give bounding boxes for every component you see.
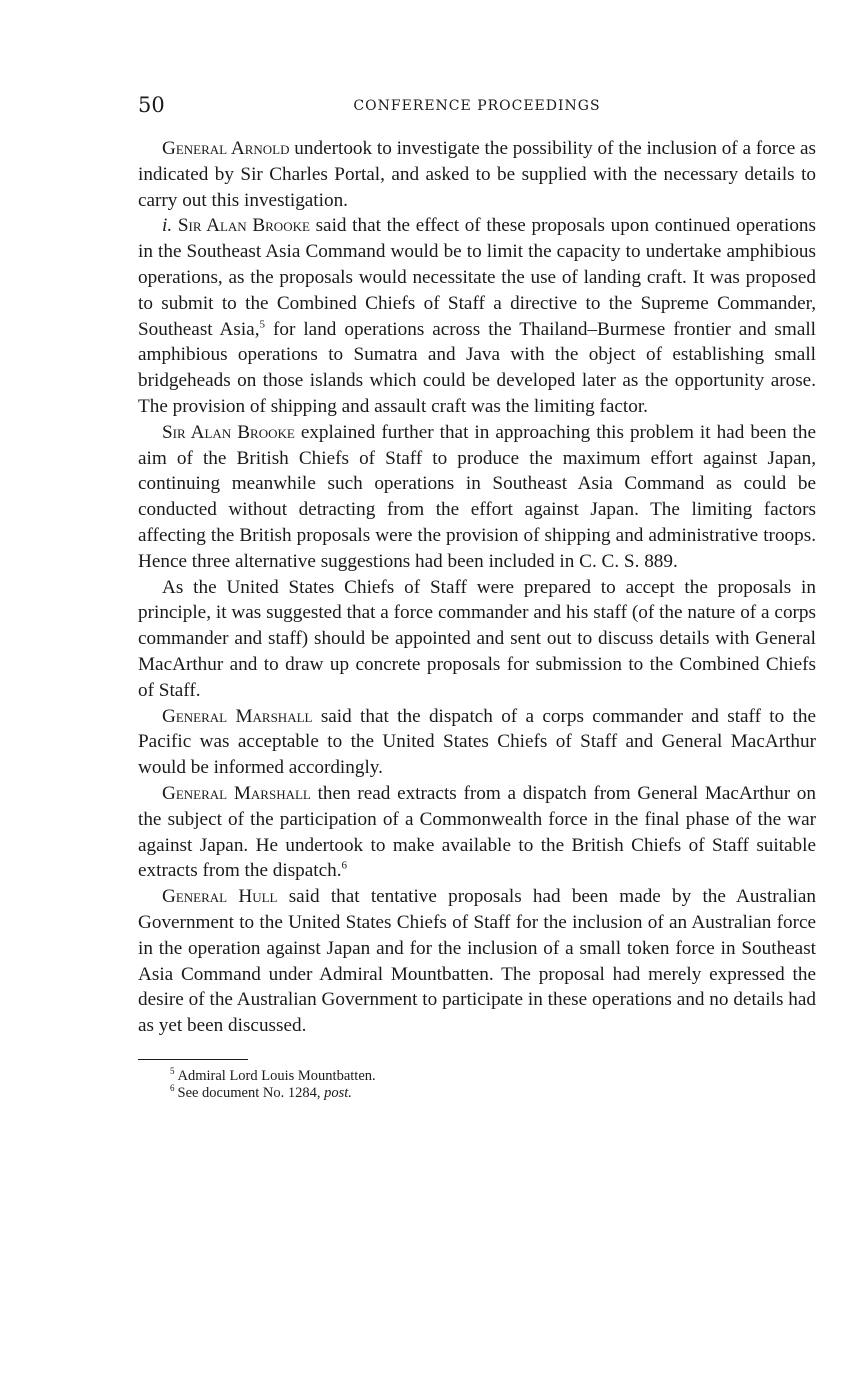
paragraph-hull xyxy=(138,884,816,1039)
footnote-rule xyxy=(138,1059,248,1060)
footnote-6 xyxy=(138,1085,816,1102)
speaker-name: Sir Alan Brooke xyxy=(162,421,295,443)
footnote-5 xyxy=(138,1068,816,1085)
page-number: 50 xyxy=(138,93,165,117)
speaker-name: Sir Alan Brooke xyxy=(177,215,310,237)
paragraph-text: explained further that in approaching this problem it had been the aim of the British Chiefs of Staff to produce the maximum effort against Japan, continuing meanwhile such operations in Southeast Asia Command as could be conducted without detracting from the effort against Japan. The limiting factors affecting the British proposals were the provision of shipping and administrative troops. Hence three alternative suggestions had been included in C. C. S. 889. xyxy=(138,421,816,572)
paragraph-marshall-1 xyxy=(138,704,816,781)
footnote-text: Admiral Lord Louis Mountbatten. xyxy=(177,1067,376,1084)
speaker-name: General Marshall xyxy=(162,705,313,727)
paragraph-text: undertook to investigate the possibility of the inclusion of a force as indicated by Sir Charles Portal, and asked to be supplied with the necessary details to carry out this investigation. xyxy=(138,138,816,211)
footnote-ref-5: 5 xyxy=(259,318,266,331)
paragraph-brooke-1 xyxy=(138,213,816,419)
paragraph-text: said that tentative proposals had been made by the Australian Government to the United States Chiefs of Staff for the inclusion of an Australian force in the operation against Japan and for the inclusion of a small token force in Southeast Asia Command under Admiral Mountbatten. The proposal had merely expressed the desire of the Australian Government to participate in these operations and no details had as yet been discussed. xyxy=(138,886,816,1037)
paragraph-text: said that the effect of these proposals upon continued operations in the Southeast Asia Command would be to limit the capacity to undertake amphibious operations, as the proposals would necessitate the use of landing craft. It was proposed to submit to the Combined Chiefs of Staff a directive to the Supreme Commander, Southeast Asia, xyxy=(138,215,816,340)
paragraph-brooke-2 xyxy=(138,420,816,575)
running-head: CONFERENCE PROCEEDINGS xyxy=(353,98,601,114)
footnote-ref-6: 6 xyxy=(341,859,348,872)
paragraph-marshall-2 xyxy=(138,781,816,884)
footnotes xyxy=(138,1068,816,1102)
paragraph-us-chiefs xyxy=(138,575,816,704)
paragraph-text-cont: for land operations across the Thailand–Burmese frontier and small amphibious operations to Sumatra and Java with the object of establishing small bridgeheads on those islands which could be developed later as the opportunity arose. The provision of shipping and assault craft was the limiting factor. xyxy=(138,318,817,417)
speaker-name: General Arnold xyxy=(162,138,290,159)
body-text xyxy=(138,136,816,1039)
paragraph-text: As the United States Chiefs of Staff were prepared to accept the proposals in principle, it was suggested that a force commander and his staff (of the nature of a corps commander and staff) should be appointed and sent out to discuss details with General MacArthur and to draw up concrete proposals for submission to the Combined Chiefs of Staff. xyxy=(138,576,816,701)
document-page xyxy=(138,92,816,1102)
paragraph-text: said that the dispatch of a corps commander and staff to the Pacific was acceptable to the United States Chiefs of Staff and General MacArthur would be informed accordingly. xyxy=(138,705,817,779)
item-label: i. xyxy=(162,215,173,237)
footnote-italic: post. xyxy=(324,1084,352,1101)
paragraph-text: then read extracts from a dispatch from General MacArthur on the subject of the participation of a Commonwealth force in the final phase of the war against Japan. He undertook to make available to the British Chiefs of Staff suitable extracts from the dispatch. xyxy=(138,782,816,882)
speaker-name: General Hull xyxy=(162,886,278,908)
footnote-mark: 5 xyxy=(170,1066,175,1077)
footnote-text: See document No. 1284, xyxy=(177,1084,325,1101)
speaker-name: General Marshall xyxy=(162,782,311,804)
page-header xyxy=(138,92,816,122)
footnote-mark: 6 xyxy=(170,1083,175,1094)
paragraph-arnold xyxy=(138,136,816,213)
